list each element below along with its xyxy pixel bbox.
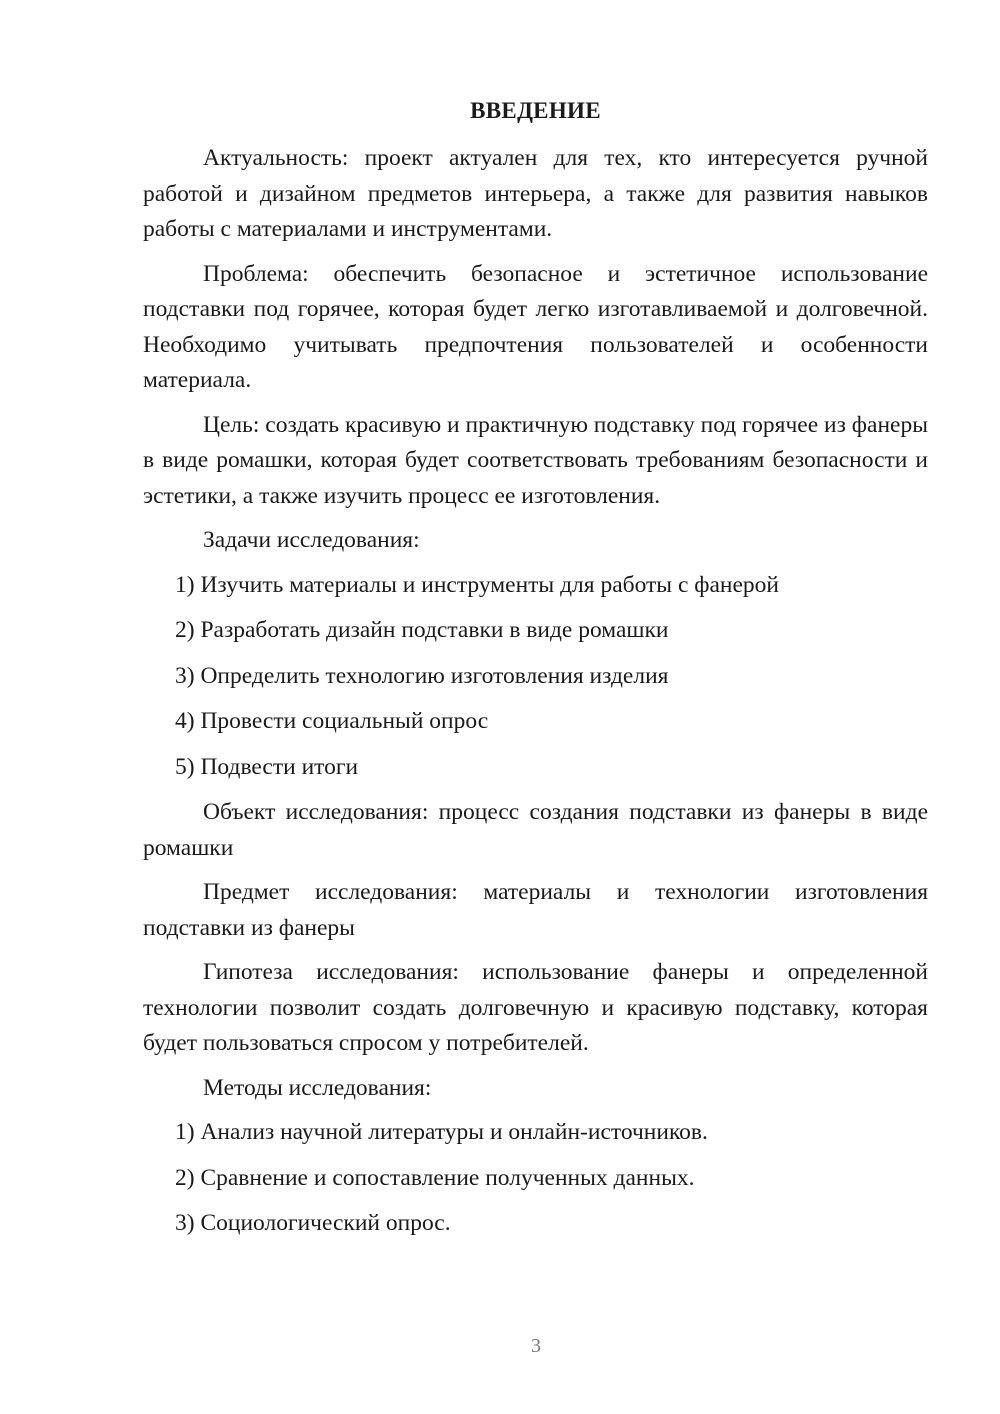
page-title: ВВЕДЕНИЕ — [470, 98, 601, 123]
methods-label: Методы исследования: — [203, 1074, 432, 1101]
list-item: 1) Изучить материалы и инструменты для работы с фанерой — [175, 571, 780, 598]
subject-paragraph: Предмет исследования: материалы и технологии изготовления подставки из фанеры — [143, 879, 928, 941]
list-item: 2) Разработать дизайн подставки в виде ромашки — [175, 617, 669, 643]
object-paragraph: Объект исследования: процесс создания подставки из фанеры в виде ромашки — [143, 799, 928, 861]
list-item: 3) Определить технологию изготовления изделия — [175, 662, 669, 689]
document-body — [143, 141, 928, 1252]
tasks-list — [143, 568, 928, 786]
goal-paragraph: Цель: создать красивую и практичную подставку под горячее из фанеры в виде ромашки, которая будет соответствовать требованиям безопасности и эстетики, а также изучить процесс ее изготовления. — [143, 411, 928, 509]
hypothesis-paragraph: Гипотеза исследования: использование фанеры и определенной технологии позволит создать долговечную и красивую подставку, которая будет пользоваться спросом у потребителей. — [143, 959, 928, 1056]
relevance-paragraph: Актуальность: проект актуален для тех, кто интересуется ручной работой и дизайном предметов интерьера, а также для развития навыков работы с материалами и инструментами. — [143, 145, 928, 242]
list-item: 1) Анализ научной литературы и онлайн-источников. — [175, 1119, 708, 1145]
methods-list — [143, 1115, 928, 1242]
tasks-label: Задачи исследования: — [203, 527, 420, 553]
list-item: 5) Подвести итоги — [175, 753, 359, 780]
list-item: 3) Социологический опрос. — [175, 1210, 451, 1236]
list-item: 2) Сравнение и сопоставление полученных данных. — [175, 1164, 695, 1191]
page-number: 3 — [531, 1335, 541, 1357]
problem-paragraph: Проблема: обеспечить безопасное и эстетичное использование подставки под горячее, которая будет легко изготавливаемой и долговечной. Необходимо учитывать предпочтения пользователей и особенности материала. — [143, 260, 928, 393]
list-item: 4) Провести социальный опрос — [175, 708, 489, 734]
